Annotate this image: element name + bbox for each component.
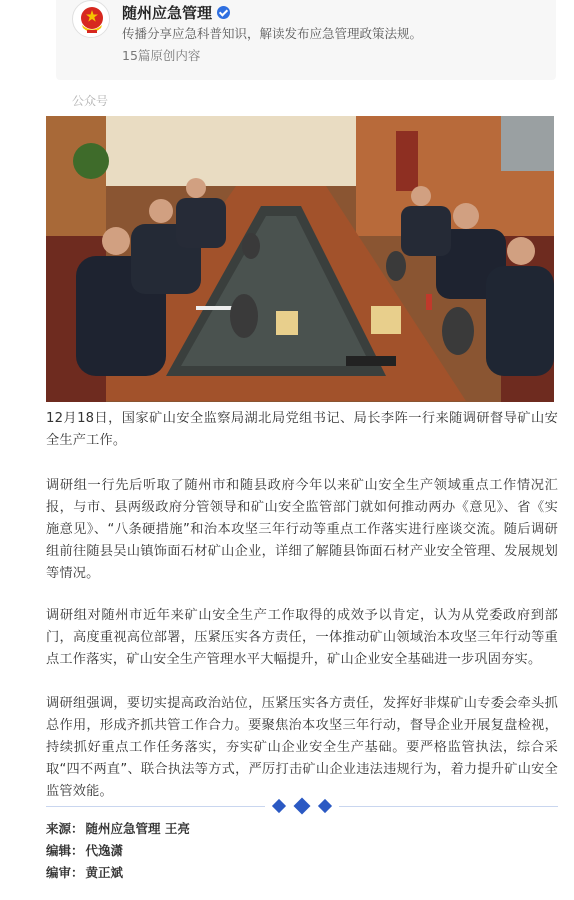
diamond-ornament — [265, 799, 339, 813]
account-avatar[interactable] — [72, 0, 110, 38]
meeting-photo[interactable] — [46, 116, 554, 402]
credit-editor — [46, 841, 123, 859]
emblem-icon — [73, 1, 110, 38]
meeting-room-photo — [46, 116, 554, 402]
account-name[interactable] — [122, 2, 230, 23]
article-paragraph-3: 调研组对随州市近年来矿山安全生产工作取得的成效予以肯定，认为从党委政府到部门，高度重视高位部署，压紧压实各方责任，一体推动矿山领域治本攻坚三年行动等重点工作落实，矿山安全生产管理水平大幅提升，矿山企业安全基础进一步巩固夯实。 — [46, 608, 558, 667]
diamond-icon — [294, 798, 311, 815]
section-divider — [46, 796, 558, 816]
article-paragraph-1: 12月18日，国家矿山安全监察局湖北局党组书记、局长李阵一行来随调研督导矿山安全生产工作。 — [46, 411, 558, 448]
credit-source-label: 来源： — [46, 821, 84, 836]
article-paragraph-2: 调研组一行先后听取了随州市和随县政府今年以来矿山安全生产领域重点工作情况汇报，与市、县两级政府分管领导和矿山安全监管部门就如何推动两办《意见》、省《实施意见》、“八条硬措施”和治本攻坚三年行动等重点工作落实进行座谈交流。随后调研组前往随县吴山镇饰面石材矿山企业，详细了解随县饰面石材产业安全管理、发展规划等情况。 — [46, 478, 558, 581]
account-card[interactable] — [56, 0, 556, 80]
credit-reviewer-label: 编审： — [46, 865, 84, 880]
verified-icon — [217, 6, 230, 19]
article-paragraph-4: 调研组强调，要切实提高政治站位，压紧压实各方责任，发挥好非煤矿山专委会牵头抓总作用，形成齐抓共管工作合力。要聚焦治本攻坚三年行动，督导企业开展复盘检视，持续抓好重点工作任务落实，夯实矿山企业安全生产基础。要严格监管执法，综合采取“四不两直”、联合执法等方式，严厉打击矿山企业违法违规行为，着力提升矿山安全监管效能。 — [46, 696, 558, 799]
credit-reviewer — [46, 863, 123, 881]
credit-editor-value: 代逸潇 — [85, 843, 124, 858]
account-name-text: 随州应急管理 — [122, 4, 213, 22]
diamond-icon — [318, 799, 332, 813]
credit-editor-label: 编辑： — [46, 843, 84, 858]
original-count: 15篇原创内容 — [122, 48, 201, 63]
account-type-label: 公众号 — [72, 94, 109, 108]
account-description: 传播分享应急科普知识，解读发布应急管理政策法规。 — [122, 26, 423, 41]
credit-source-value: 随州应急管理 王亮 — [85, 821, 190, 836]
credit-reviewer-value: 黄正斌 — [85, 865, 124, 880]
diamond-icon — [272, 799, 286, 813]
credit-source — [46, 819, 190, 837]
